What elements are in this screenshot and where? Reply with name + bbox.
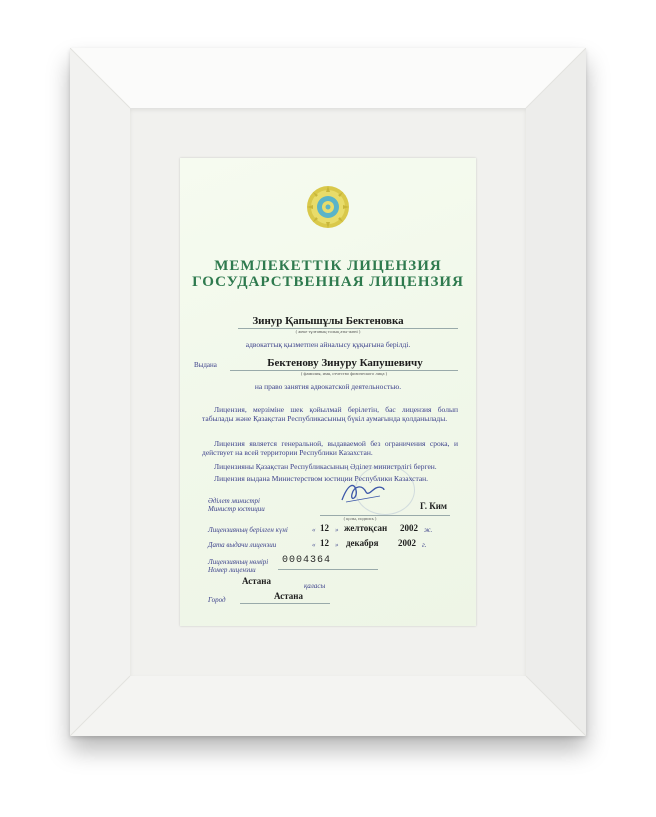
signature-caption: ( қолы, подпись ) — [343, 516, 377, 521]
issue-year-suffix-kz: ж. — [424, 526, 433, 534]
issue-year-suffix-ru: г. — [422, 541, 427, 549]
issue-date-label-ru: Дата выдачи лицензии — [208, 541, 277, 549]
city-kz: Астана — [242, 576, 271, 586]
title-kz: МЕМЛЕКЕТТІК ЛИЦЕНЗИЯ — [214, 258, 442, 274]
signature-icon — [340, 480, 386, 506]
license-number-label-kz: Лицензияның нөмірі — [208, 558, 269, 566]
issue-year-kz: 2002 — [400, 523, 418, 533]
holder-caption-kz: ( жеке тұлғаның толық аты-жөні ) — [295, 329, 361, 334]
issue-day-ru: 12 — [320, 538, 329, 548]
minister-label-kz: Әділет министрі — [208, 497, 260, 505]
issue-month-ru: декабря — [346, 538, 379, 548]
paragraph-kz-2: Лицензияны Қазақстан Республикасының Әділет министрлігі берген. — [214, 462, 437, 471]
license-number-label-ru: Номер лицензии — [208, 566, 256, 574]
issue-date-label-kz: Лицензияның берілген күні — [208, 526, 288, 534]
minister-name: Г. Ким — [420, 501, 448, 511]
city-label-ru: Город — [208, 596, 226, 604]
license-number: 0004364 — [282, 555, 332, 566]
issued-to-label: Выдана — [194, 361, 217, 369]
paragraph-kz-1: Лицензия, мерзіміне шек қойылмай берілетін, бас лицензия болып табылады және Қазақстан Республикасының бүкіл аумағында қолданылады. — [202, 405, 458, 423]
city-suffix-kz: қаласы — [304, 582, 326, 590]
issue-month-kz: желтоқсан — [344, 523, 388, 533]
issue-year-ru: 2002 — [398, 538, 416, 548]
activity-ru: на право занятия адвокатской деятельностью. — [254, 382, 402, 391]
title-ru: ГОСУДАРСТВЕННАЯ ЛИЦЕНЗИЯ — [192, 274, 464, 290]
underline — [240, 603, 330, 604]
minister-label-ru: Министр юстиции — [208, 505, 265, 513]
underline — [278, 569, 378, 570]
issue-day-kz: 12 — [320, 523, 329, 533]
activity-kz: адвокаттық қызметпен айналысу құқығына берілді. — [245, 340, 411, 349]
kazakhstan-emblem-icon — [306, 185, 350, 229]
license-document: МЕМЛЕКЕТТІК ЛИЦЕНЗИЯ ГОСУДАРСТВЕННАЯ ЛИЦЕНЗИЯ Зинур Қапышұлы Бектеновка ( жеке тұлғаның толық аты-жөні ) адвокаттық қызметпен айналысу құқығына берілді. Выдана Бектенову Зинуру Капушевичу ( фамилия, имя, отчество физического лица ) на право занятия адвокатской деятельностью. Лицензия, мерзіміне шек қойылмай берілетін, бас лицензия болып табылады және Қазақстан Республикасының бүкіл аумағында қолданылады. Лицензия является генеральной, выдаваемой без ограничения срока, и действует на всей территории Республики Казахстан. Лицензияны Қазақстан Республикасының Әділет министрлігі берген. Лицензия выдана Министерством юстиции Республики Казахстан. Әділет министрі Министр юстиции Г. Ким ( қолы, подпись ) Лицензияның берілген күні « 12 » желтоқсан 2002 ж. Дата выдачи лицензии « 12 » декабря 2002 г. Лицензияның нөмірі Номер лицензии 0004364 Астана қаласы Город Астана — [180, 158, 476, 626]
holder-name-ru: Бектенову Зинуру Капушевичу — [267, 357, 423, 369]
paragraph-ru-1: Лицензия является генеральной, выдаваемой без ограничения срока, и действует на всей территории Республики Казахстан. — [202, 439, 458, 457]
city-ru: Астана — [274, 591, 303, 601]
paragraph-ru-2: Лицензия выдана Министерством юстиции Республики Казахстан. — [214, 474, 429, 483]
holder-caption-ru: ( фамилия, имя, отчество физического лица ) — [300, 371, 388, 376]
holder-name-kz: Зинур Қапышұлы Бектеновка — [252, 315, 404, 327]
